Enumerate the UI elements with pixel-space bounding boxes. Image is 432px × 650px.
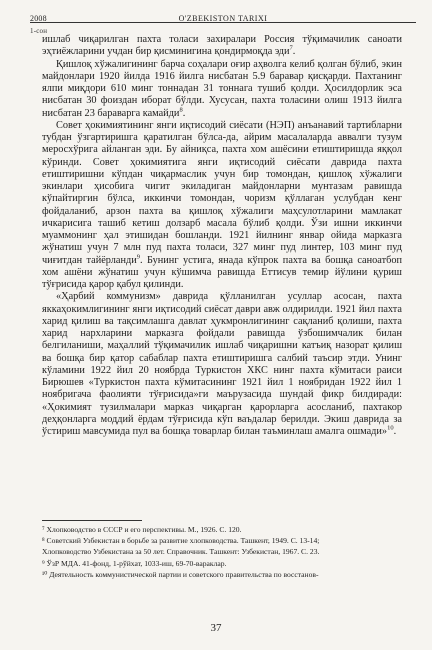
paragraph-3: Совет ҳокимиятининг янги иқтисодий сиёсати (НЭП) анъанавий тартибларни тубдан ўзгартиришга қаратилган бўлса-да, айрим масалаларда аввалги тузум меросхўрига айланган эди. Бу айниқса, пахта хом ашёсини етиштиришда яққол кўринди. Совет ҳокимиятига янги иқтисодий сиёсати даврида пахта етиштиришни кўпдан чиқармаслик учун бир томондан, қишлоқ хўжалиги экинлари ҳисобига чигит экиладиган майдонларни мунтазам равишда кўпайтиргин бўлса, иккинчи томондан, чоризм қўллаган услубдан кенг фойдаланиб, арзон пахта ва қишлоқ хўжалиги маҳсулотларини мамлакат ичкарисига ташиб кетиш долзарб масала бўлиб қолди. Ўзи ишни иккинчи муаммонинг ҳал этишидан бошланди. 1921 йилнинг январ ойида марказга жўнатиш учун 7 млн пуд пахта толаси, 327 минг пуд линтер, 103 минг пуд чиғитдан тайёрланди$^9$. Бунинг устига, янада кўпрок пахта ва бошқа саноатбоп хом ашёни жўнатиш учун кўшимча равишда Еттисув темир йўлини қуриш тўғрисида қарор қабул қилинди. bbox=[42, 119, 402, 290]
header-year: 2008 bbox=[30, 14, 47, 23]
footnote-item: ⁹ ЎзР МДА. 41-фонд, 1-рўйхат, 1033-иш, 69-70-вараклар. bbox=[42, 558, 227, 568]
header-journal-title: O'ZBEKISTON TARIXI bbox=[178, 14, 268, 23]
footnote-ref[interactable]: 8 bbox=[179, 106, 183, 114]
header-issue: 1-сон bbox=[30, 27, 48, 35]
footnote-ref[interactable]: 9 bbox=[136, 253, 141, 261]
footnotes bbox=[42, 524, 404, 580]
footnote-ref[interactable]: 7 bbox=[289, 44, 293, 52]
paragraph-2: Қишлоқ хўжалигининг барча соҳалари оғир аҳволга келиб қолган бўлиб, экин майдонлари 1920 йилда 1916 йилга нисбатан 5.9 баравар қисқарди. Пахтанинг ялпи миқдори 610 минг тоннадан 31 тоннага тушиб қолди. Ҳосилдорлик эса нисбатан 30 фоиздан иборат бўлди. Хусусан, пахта толасини олиш 1913 йилга нисбатан 23 бараварга камайди$^8$. bbox=[42, 58, 402, 119]
paragraph-4: «Ҳарбий коммунизм» даврида қўлланилган усуллар асосан, пахта яккаҳокимлигининг янги иқтисодий сиёсат даври авж олдирилди. 1921 йил пахта харид қилиш ва тақсимлашга давлат ҳукмронлигининг сақланиб қолиши, пахта харид нархларини марказга фойдали равишда ўзбошимчалик билан белгиланиши, маҳаллий тўқимачилик ишлаб чиқаришни катъиқ назорат қилиш ва бошқа бир қатор сабаблар пахта етиштиришга салбий таъсир этди. Унинг кўламини 1922 йил 20 ноябрда Туркистон ХКС нинг пахта кўмитаси раиси Бирюшев «Туркистон пахта кўмитасининг 1921 йил 1 ноябридан 1922 йил 1 ноябригача фаолияти тўғрисида»ги маърузасида шундай фикр билдиради: «Ҳокимият тузилмалари марказ чиқарган қарорларга асосланиб, пахтакор деҳқонларга моддий ёрдам тўғрисида кўп ваъдалар берилди. Экиш даврида за ўстириш мавсумида пул ва бошқа товарлар билан таъминлаш амалга ошмади»$^{10}$. bbox=[42, 291, 402, 437]
footnote-item: ⁸ Советский Узбекистан в борьбе за развитие хлопководства. Ташкент, 1949. С. 13-14; bbox=[42, 536, 320, 546]
footnote-item: ¹⁰ Деятельность коммунистической партии и советского правительства по восстанов- bbox=[42, 569, 319, 579]
footnote-separator bbox=[42, 520, 142, 521]
paragraph-1: ишлаб чиқарилган пахта толаси захиралари Россия тўқимачилик саноати эҳтиёжларини учдан бир қисминигина қондирмоқда эди$^7$. bbox=[42, 34, 402, 58]
page-number: 37 bbox=[210, 622, 222, 634]
body-text bbox=[42, 34, 402, 438]
footnote-item: ⁷ Хлопководство в СССР и его перспективы. М., 1926. С. 120. bbox=[42, 525, 242, 534]
footnote-ref[interactable]: 10 bbox=[387, 424, 394, 432]
footnote-item: Хлопководство Узбекистана за 50 лет. Справочник. Ташкент: Узбекистан, 1967. С. 23. bbox=[42, 547, 320, 557]
running-header-sub bbox=[30, 16, 416, 34]
